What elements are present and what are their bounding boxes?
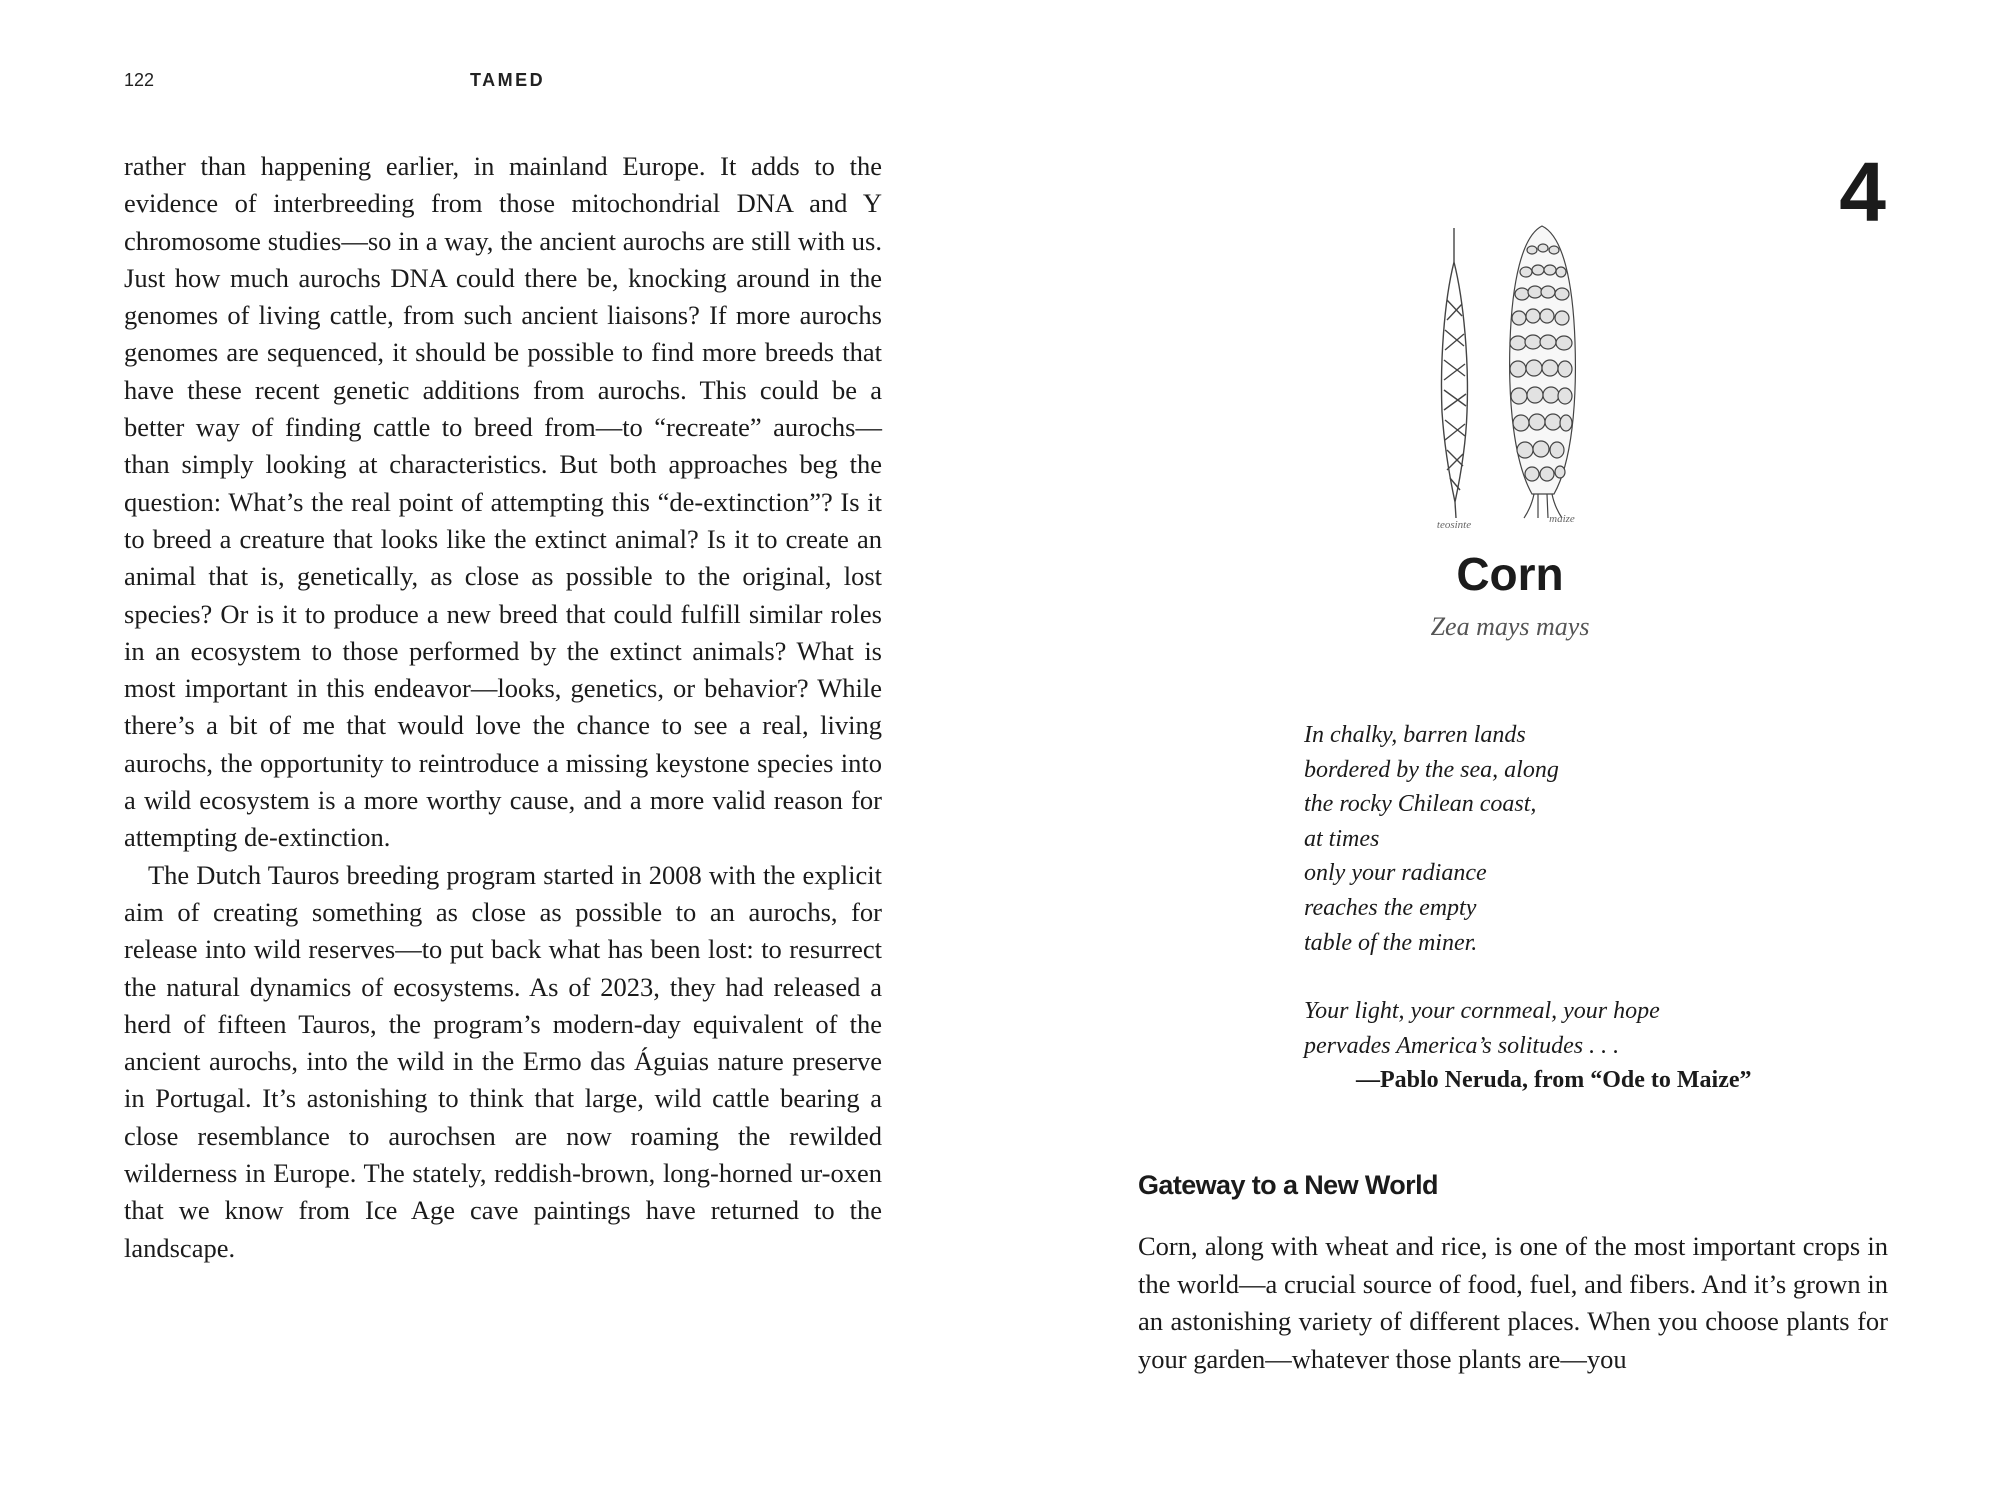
epigraph-line: In chalky, barren lands — [1304, 722, 1526, 748]
running-head: TAMED — [470, 70, 546, 90]
epigraph-line: Your light, your cornmeal, your hope — [1304, 998, 1660, 1025]
corn-illustration — [1414, 212, 1594, 530]
chapter-subtitle: Zea mays mays — [1430, 612, 1590, 641]
stanza-break — [1304, 960, 1824, 994]
section-text — [1138, 1228, 1888, 1378]
teosinte-drawing — [1442, 228, 1468, 518]
body-text — [124, 148, 882, 1267]
epigraph-line: bordered by the sea, along — [1304, 756, 1559, 783]
maize-label: maize — [1549, 513, 1575, 525]
body-paragraph-1: rather than happening earlier, in mainland Europe. It adds to the evidence of interbreeding from those mitochondrial DNA and Y chromosome studies—so in a way, the ancient aurochs are still with us. Just how much aurochs DNA could there be, knocking around in the genomes of living cattle, from such ancient liaisons? If more aurochs genomes are sequenced, it should be possible to find more breeds that have these recent genetic additions from aurochs. This could be a better way of finding cattle to breed from—to “recreate” aurochs—than simply looking at characteristics. But both approaches beg the question: What’s the real point of attempting this “de-extinction”? Is it to breed a creature that looks like the extinct animal? Is it to create an animal that is, genetically, as close as possible to the original, lost species? Or is it to produce a new breed that could fulfill similar roles in an ecosystem to those performed by the extinct animals? What is most important in this endeavor—looks, genetics, or behavior? While there’s a bit of me that would love the chance to see a real, living aurochs, the opportunity to reintroduce a missing keystone species into a wild ecosystem is a more worthy cause, and a more valid reason for attempting de-extinction. — [124, 151, 882, 853]
epigraph-line: reaches the empty — [1304, 894, 1477, 921]
right-page — [1000, 0, 2000, 1500]
maize-drawing — [1510, 226, 1576, 518]
page-number: 122 — [124, 70, 155, 90]
section-paragraph: Corn, along with wheat and rice, is one of the most important crops in the world—a crucial source of food, fuel, and fibers. And it’s grown in an astonishing variety of different places. When you choose plants for your garden—whatever those plants are—you — [1138, 1231, 1888, 1374]
epigraph — [1304, 718, 1824, 1098]
body-paragraph-2: The Dutch Tauros breeding program started in 2008 with the explicit aim of creating something as close as possible to an aurochs, for release into wild reserves—to put back what has been lost: to resurrect the natural dynamics of ecosystems. As of 2023, they had released a herd of fifteen Tauros, the program’s modern-day equivalent of the ancient aurochs, into the wild in the Ermo das Águias nature preserve in Portugal. It’s astonishing to think that large, wild cattle bearing a close resemblance to aurochsen are now roaming the rewilded wilderness in Europe. The stately, reddish-brown, long-horned ur-oxen that we know from Ice Age cave paintings have returned to the landscape. — [124, 859, 882, 1263]
epigraph-line: table of the miner. — [1304, 929, 1478, 956]
epigraph-line: at times — [1304, 825, 1380, 852]
teosinte-label: teosinte — [1436, 519, 1472, 530]
epigraph-line: pervades America’s solitudes . . . — [1304, 1032, 1620, 1059]
epigraph-attribution: —Pablo Neruda, from “Ode to Maize” — [1356, 1067, 1752, 1094]
epigraph-line: only your radiance — [1304, 860, 1487, 887]
section-heading: Gateway to a New World — [1138, 1170, 1438, 1200]
chapter-number: 4 — [1839, 145, 1886, 239]
epigraph-line: the rocky Chilean coast, — [1304, 791, 1537, 818]
chapter-title: Corn — [1456, 548, 1564, 600]
